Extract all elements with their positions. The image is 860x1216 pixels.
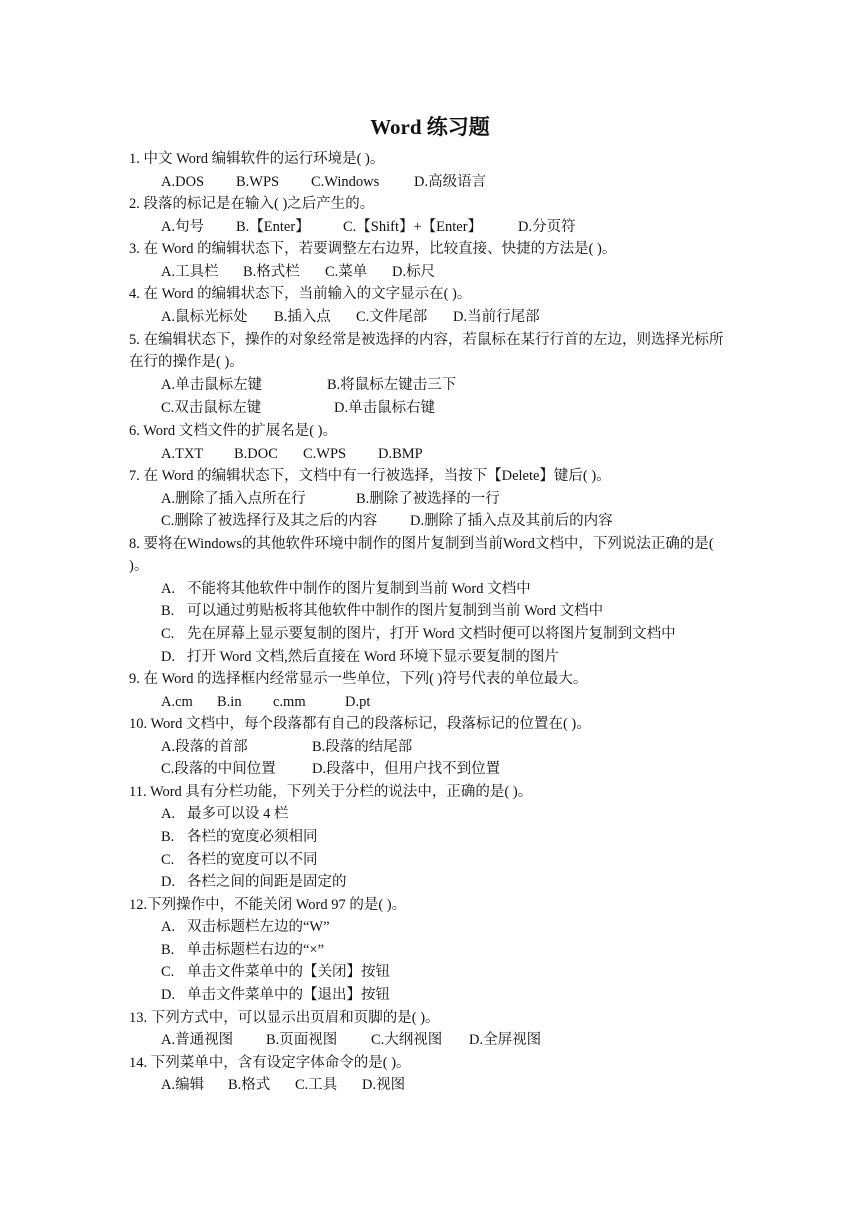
question-12-option-b: B. 单击标题栏右边的“×” bbox=[161, 942, 325, 958]
option-c: c.mm bbox=[273, 694, 306, 710]
option-b: B.删除了被选择的一行 bbox=[356, 491, 500, 507]
option-b: B.页面视图 bbox=[266, 1032, 338, 1048]
question-11-option-d: D. 各栏之间的间距是固定的 bbox=[161, 874, 347, 890]
question-12: 12.下列操作中，不能关闭 Word 97 的是( )。 bbox=[129, 897, 407, 913]
question-11-option-c: C. 各栏的宽度可以不同 bbox=[161, 852, 318, 868]
question-12-option-c: C. 单击文件菜单中的【关闭】按钮 bbox=[161, 964, 390, 980]
option-b: B.格式 bbox=[228, 1077, 271, 1093]
question-2: 2. 段落的标记是在输入( )之后产生的。 bbox=[129, 196, 375, 212]
question-4: 4. 在 Word 的编辑状态下，当前输入的文字显示在( )。 bbox=[129, 286, 472, 302]
option-d: D.分页符 bbox=[518, 219, 576, 235]
question-8-option-b: B. 可以通过剪贴板将其他软件中制作的图片复制到当前 Word 文档中 bbox=[161, 603, 604, 619]
option-a: A.段落的首部 bbox=[161, 739, 248, 755]
option-c: C.大纲视图 bbox=[371, 1032, 443, 1048]
option-b: B.格式栏 bbox=[243, 264, 300, 280]
option-a: A.工具栏 bbox=[161, 264, 219, 280]
option-a: A.删除了插入点所在行 bbox=[161, 491, 306, 507]
question-8: 8. 要将在Windows的其他软件环境中制作的图片复制到当前Word文档中，下列说法正确的是( )。 bbox=[129, 536, 714, 574]
question-8-option-c: C. 先在屏幕上显示要复制的图片，打开 Word 文档时便可以将图片复制到文档中 bbox=[161, 626, 676, 642]
option-d: D.BMP bbox=[378, 446, 423, 462]
option-b: B.WPS bbox=[236, 174, 280, 190]
question-12-option-a: A. 双击标题栏左边的“W” bbox=[161, 919, 330, 935]
document-title: Word 练习题 bbox=[370, 115, 490, 139]
question-1-options bbox=[161, 171, 486, 193]
option-d: D.全屏视图 bbox=[469, 1032, 542, 1048]
option-c: C.WPS bbox=[303, 446, 347, 462]
option-b: B.DOC bbox=[234, 446, 278, 462]
option-b: B.【Enter】 bbox=[236, 219, 310, 235]
option-c: C.菜单 bbox=[325, 264, 368, 280]
question-4-options bbox=[161, 306, 540, 328]
option-d: D.删除了插入点及其前后的内容 bbox=[410, 513, 613, 529]
option-c: C.段落的中间位置 bbox=[161, 761, 276, 777]
option-b: B.in bbox=[217, 694, 242, 710]
option-c: C.【Shift】+【Enter】 bbox=[343, 219, 483, 235]
question-12-option-d: D. 单击文件菜单中的【退出】按钮 bbox=[161, 987, 390, 1003]
question-5-options-row1 bbox=[161, 374, 456, 396]
question-8-option-d: D. 打开 Word 文档,然后直接在 Word 环境下显示要复制的图片 bbox=[161, 649, 559, 665]
question-6-options bbox=[161, 443, 423, 465]
question-7-options-row1 bbox=[161, 488, 500, 510]
question-11-option-a: A. 最多可以设 4 栏 bbox=[161, 806, 289, 822]
question-13-options bbox=[161, 1029, 541, 1051]
question-7: 7. 在 Word 的编辑状态下，文档中有一行被选择，当按下【Delete】键后( )。 bbox=[129, 468, 611, 484]
question-14: 14. 下列菜单中，含有设定字体命令的是( )。 bbox=[129, 1055, 411, 1071]
question-1: 1. 中文 Word 编辑软件的运行环境是( )。 bbox=[129, 151, 385, 167]
question-3: 3. 在 Word 的编辑状态下，若要调整左右边界，比较直接、快捷的方法是( )。 bbox=[129, 241, 617, 257]
option-d: D.视图 bbox=[362, 1077, 406, 1093]
option-d: D.单击鼠标右键 bbox=[334, 400, 436, 416]
question-9-options bbox=[161, 691, 370, 713]
option-b: B.插入点 bbox=[274, 309, 331, 325]
question-5: 5. 在编辑状态下，操作的对象经常是被选择的内容，若鼠标在某行行首的左边，则选择光标所在行的操作是( )。 bbox=[129, 332, 724, 370]
option-a: A.单击鼠标左键 bbox=[161, 377, 263, 393]
question-8-option-a: A. 不能将其他软件中制作的图片复制到当前 Word 文档中 bbox=[161, 581, 531, 597]
option-a: A.编辑 bbox=[161, 1077, 205, 1093]
question-10-options-row2 bbox=[161, 758, 500, 780]
option-a: A.普通视图 bbox=[161, 1032, 234, 1048]
question-3-options bbox=[161, 261, 435, 283]
option-b: B.将鼠标左键击三下 bbox=[327, 377, 457, 393]
option-c: C.Windows bbox=[311, 174, 380, 190]
question-2-options bbox=[161, 216, 576, 238]
question-11-option-b: B. 各栏的宽度必须相同 bbox=[161, 829, 318, 845]
option-a: A.DOS bbox=[161, 174, 205, 190]
option-b: B.段落的结尾部 bbox=[312, 739, 413, 755]
question-7-options-row2 bbox=[161, 510, 613, 532]
option-a: A.鼠标光标处 bbox=[161, 309, 248, 325]
question-6: 6. Word 文档文件的扩展名是( )。 bbox=[129, 423, 337, 439]
option-c: C.文件尾部 bbox=[356, 309, 428, 325]
question-14-options bbox=[161, 1074, 405, 1096]
question-9: 9. 在 Word 的选择框内经常显示一些单位，下列( )符号代表的单位最大。 bbox=[129, 671, 588, 687]
option-d: D.段落中，但用户找不到位置 bbox=[312, 761, 501, 777]
option-c: C.双击鼠标左键 bbox=[161, 400, 262, 416]
option-d: D.当前行尾部 bbox=[453, 309, 540, 325]
question-10-options-row1 bbox=[161, 736, 412, 758]
option-d: D.pt bbox=[345, 694, 371, 710]
option-a: A.cm bbox=[161, 694, 193, 710]
option-a: A.句号 bbox=[161, 219, 205, 235]
question-11: 11. Word 具有分栏功能，下列关于分栏的说法中，正确的是( )。 bbox=[129, 784, 533, 800]
question-10: 10. Word 文档中，每个段落都有自己的段落标记，段落标记的位置在( )。 bbox=[129, 716, 591, 732]
option-c: C.工具 bbox=[295, 1077, 338, 1093]
question-5-options-row2 bbox=[161, 397, 435, 419]
option-d: D.标尺 bbox=[392, 264, 436, 280]
option-d: D.高级语言 bbox=[414, 174, 487, 190]
option-a: A.TXT bbox=[161, 446, 204, 462]
question-13: 13. 下列方式中，可以显示出页眉和页脚的是( )。 bbox=[129, 1010, 440, 1026]
option-c: C.删除了被选择行及其之后的内容 bbox=[161, 513, 378, 529]
